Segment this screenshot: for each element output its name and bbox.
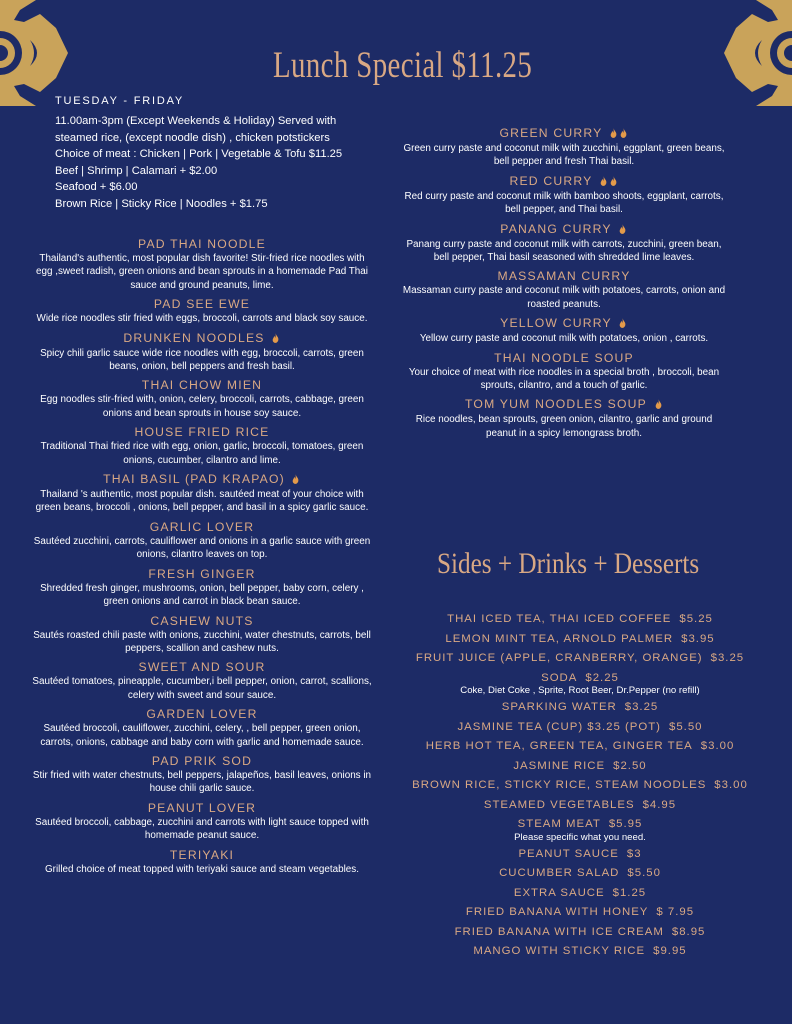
item-name-label: YELLOW CURRY (500, 316, 612, 331)
item-description: Sautéed tomatoes, pineapple, cucumber,i bell pepper, onion, carrot, scallions, celery with sweet and sour sauce. (32, 676, 372, 701)
item-description: Yellow curry paste and coconut milk with potatoes, onion , carrots. (419, 333, 709, 345)
menu-item (397, 221, 731, 265)
menu-item (28, 753, 376, 796)
flame-icon (292, 474, 299, 484)
item-name-label: GARLIC LOVER (149, 519, 255, 534)
side-name-line (400, 886, 760, 902)
item-name-label: PAD THAI NOODLE (138, 237, 266, 251)
side-item (400, 905, 760, 921)
item-name (28, 613, 376, 629)
item-name-label: TERIYAKI (169, 847, 235, 862)
side-price: $5.50 (668, 720, 703, 733)
side-name-line (400, 817, 760, 833)
item-description: Spicy chili garlic sauce wide rice noodles with egg, broccoli, carrots, green beans, onion, bell peppers and fresh basil. (40, 347, 364, 373)
menu-item (28, 330, 376, 374)
item-name-label: GREEN CURRY (499, 126, 603, 140)
side-price: $3.25 (624, 701, 659, 713)
side-item (400, 925, 760, 941)
item-name-label: RED CURRY (509, 173, 593, 188)
side-name: MANGO WITH STICKY RICE (473, 945, 646, 957)
item-description: Thailand 's authentic, most popular dish. sautéed meat of your choice with green beans, broccoli , onions, bell pepper, and basil in a spicy garlic sauce. (35, 489, 369, 514)
item-description: Massaman curry paste and coconut milk with potatoes, carrots, onion and roasted peanuts. (402, 285, 726, 310)
menu-item (397, 350, 731, 393)
item-name-label: CASHEW NUTS (150, 613, 254, 628)
side-name: FRUIT JUICE (APPLE, CRANBERRY, ORANGE) (415, 652, 703, 664)
item-name (28, 659, 376, 675)
side-name: HERB HOT TEA, GREEN TEA, GINGER TEA (425, 740, 693, 752)
item-description: Green curry paste and coconut milk with zucchini, eggplant, green beans, bell pepper and fresh Thai basil. (403, 143, 725, 168)
menu-item (28, 377, 376, 420)
item-name (28, 377, 376, 393)
side-name: STEAM MEAT (517, 818, 601, 830)
flame-icon (600, 176, 607, 186)
item-description: Sautéed broccoli, cauliflower, zucchini, celery, , bell pepper, green onion, carrots, onions, cabbage and baby corn with garlic and homemade sauce. (40, 723, 364, 748)
item-name (28, 519, 376, 535)
item-name (397, 173, 731, 190)
flame-icon (655, 399, 662, 409)
side-name-line (400, 759, 760, 775)
side-name: FRIED BANANA WITH HONEY (465, 906, 649, 918)
side-item (400, 671, 760, 697)
side-price: $2.50 (613, 759, 647, 772)
item-name (28, 800, 376, 816)
item-name (397, 396, 731, 413)
item-name-label: HOUSE FRIED RICE (134, 425, 270, 440)
side-name: STEAMED VEGETABLES (483, 798, 635, 811)
menu-item (397, 396, 731, 440)
item-name-label: PAD PRIK SOD (151, 753, 253, 768)
thai-ornament-icon (0, 0, 70, 106)
item-name-label: TOM YUM NOODLES SOUP (464, 397, 647, 412)
item-name-label: MASSAMAN CURRY (497, 269, 631, 284)
menu-item (28, 519, 376, 562)
item-name (28, 847, 376, 863)
side-name-line (400, 944, 760, 960)
side-item (400, 798, 760, 814)
flame-icon (619, 318, 626, 328)
item-name (28, 330, 376, 347)
side-name-line (400, 700, 760, 716)
item-name (28, 236, 376, 252)
lunch-line: Seafood + $6.00 (55, 181, 138, 194)
menu-item (28, 471, 376, 515)
side-item (400, 700, 760, 716)
side-item (400, 739, 760, 755)
flame-icon (272, 333, 279, 343)
item-description: Sautéed zucchini, carrots, cauliflower and onions in a garlic sauce with green onions, cilantro leaves on top. (33, 535, 371, 561)
spicy-indicator (291, 472, 301, 488)
menu-item (397, 315, 731, 345)
side-name: SPARKING WATER (501, 701, 617, 713)
side-name: EXTRA SAUCE (513, 886, 605, 899)
side-note: Coke, Diet Coke , Sprite, Root Beer, Dr.Pepper (no refill) (460, 685, 700, 696)
menu-item (28, 566, 376, 609)
flame-icon (610, 128, 617, 138)
item-name (397, 315, 731, 332)
side-item (400, 847, 760, 863)
item-name (397, 268, 731, 284)
side-item (400, 817, 760, 843)
side-price: $5.50 (627, 867, 661, 879)
lunch-days: TUESDAY - FRIDAY (55, 95, 185, 107)
menu-item (397, 173, 731, 217)
item-description: Red curry paste and coconut milk with bamboo shoots, eggplant, carrots, bell pepper, and Thai basil. (404, 190, 724, 216)
side-price: $3.00 (700, 740, 735, 752)
side-price: $3.25 (710, 652, 745, 664)
spicy-indicator (618, 316, 628, 332)
item-name (28, 706, 376, 722)
side-item (400, 944, 760, 960)
item-description: Stir fried with water chestnuts, bell peppers, jalapeños, basil leaves, onions in house chili garlic sauce. (32, 769, 372, 795)
side-item (400, 612, 760, 628)
side-name: LEMON MINT TEA, ARNOLD PALMER (445, 632, 674, 645)
sides-list (400, 612, 760, 964)
left-menu-column (28, 236, 376, 880)
item-name-label: PANANG CURRY (500, 221, 612, 236)
side-name: JASMINE TEA (CUP) $3.25 (POT) (457, 720, 661, 733)
side-name-line (400, 798, 760, 814)
item-name (28, 424, 376, 440)
side-name-line (400, 720, 760, 736)
side-price: $8.95 (671, 925, 706, 938)
menu-item (28, 847, 376, 876)
spicy-indicator (618, 222, 628, 238)
side-name-line (400, 651, 760, 667)
side-price: $5.25 (679, 613, 713, 625)
sides-section-title: Sides + Drinks + Desserts (437, 547, 700, 580)
side-name: FRIED BANANA WITH ICE CREAM (454, 925, 664, 938)
side-item (400, 886, 760, 902)
spicy-indicator (599, 174, 619, 190)
side-name-line (400, 847, 760, 863)
side-item (400, 720, 760, 736)
flame-icon (619, 224, 626, 234)
side-name-line (400, 671, 760, 687)
side-price: $9.95 (653, 945, 687, 957)
side-name-line (400, 612, 760, 628)
side-price: $5.95 (608, 818, 643, 830)
item-name-label: SWEET AND SOUR (138, 660, 266, 675)
item-description: Sautéed broccoli, cabbage, zucchini and carrots with light sauce topped with homemade peanut sauce. (35, 816, 369, 842)
item-description: Rice noodles, bean sprouts, green onion, cilantro, garlic and ground peanut in a spicy lemongrass broth. (415, 414, 713, 439)
lunch-line: 11.00am-3pm (Except Weekends & Holiday) Served with (55, 115, 337, 127)
side-note: Please specific what you need. (514, 831, 646, 843)
lunch-line: Beef | Shrimp | Calamari + $2.00 (55, 164, 218, 177)
lunch-details (55, 113, 385, 213)
item-description: Shredded fresh ginger, mushrooms, onion, bell pepper, baby corn, celery , green onions and carrot in black bean sauce. (40, 582, 364, 608)
item-name (28, 753, 376, 769)
side-name-line (400, 925, 760, 941)
lunch-line: Brown Rice | Sticky Rice | Noodles + $1.75 (55, 197, 268, 210)
right-menu-column (397, 125, 731, 444)
side-item (400, 632, 760, 648)
side-name: BROWN RICE, STICKY RICE, STEAM NOODLES (412, 779, 707, 791)
side-name: PEANUT SAUCE (518, 847, 619, 860)
side-name: JASMINE RICE (513, 759, 606, 772)
item-name (28, 566, 376, 582)
side-name: SODA (541, 671, 578, 684)
side-name: THAI ICED TEA, THAI ICED COFFEE (447, 613, 672, 625)
menu-item (28, 296, 376, 325)
menu-item (28, 706, 376, 749)
side-item (400, 651, 760, 667)
menu-item (397, 125, 731, 169)
item-description: Your choice of meat with rice noodles in a special broth , broccoli, bean sprouts, cilantro, and a touch of garlic. (408, 366, 720, 392)
side-name: CUCUMBER SALAD (499, 867, 620, 879)
item-name (397, 221, 731, 238)
item-name (28, 471, 376, 488)
menu-item (28, 613, 376, 656)
menu-item (28, 800, 376, 843)
page-title: Lunch Special $11.25 (273, 45, 533, 86)
item-name-label: DRUNKEN NOODLES (123, 330, 265, 345)
item-name (397, 125, 731, 142)
spicy-indicator (609, 126, 629, 142)
flame-icon (610, 176, 617, 186)
side-item (400, 866, 760, 882)
lunch-line: steamed rice, (except noodle dish) , chicken potstickers (55, 131, 330, 144)
lunch-line: Choice of meat : Chicken | Pork | Vegetable & Tofu $11.25 (55, 148, 343, 161)
thai-ornament-icon (722, 0, 792, 106)
side-name-line (400, 632, 760, 648)
item-description: Thailand's authentic, most popular dish favorite! Stir-fried rice noodles with egg ,sweet radish, green onions and bean sprouts in a homemade Pad Thai sauce and ground peanuts, lime. (36, 253, 368, 291)
item-description: Panang curry paste and coconut milk with carrots, zucchini, green bean, bell pepper, Thai basil seasoned with shredded lime leaves. (406, 238, 722, 264)
item-name-label: THAI CHOW MIEN (141, 378, 263, 393)
menu-item (28, 659, 376, 702)
side-item (400, 759, 760, 775)
item-description: Grilled choice of meat topped with teriyaki sauce and steam vegetables. (45, 863, 359, 875)
menu-item (28, 424, 376, 467)
side-price: $3 (626, 847, 642, 860)
spicy-indicator (271, 331, 281, 347)
menu-item (397, 268, 731, 311)
side-name-line (400, 905, 760, 921)
side-name-line (400, 739, 760, 755)
item-description: Traditional Thai fried rice with egg, onion, garlic, broccoli, tomatoes, green onions, cucumber, cilantro and lime. (40, 441, 364, 466)
item-name-label: GARDEN LOVER (146, 707, 258, 722)
item-description: Wide rice noodles stir fried with eggs, broccoli, carrots and black soy sauce. (36, 313, 368, 325)
spicy-indicator (653, 397, 663, 413)
side-price: $2.25 (585, 671, 619, 684)
side-item (400, 778, 760, 794)
side-name-line (400, 866, 760, 882)
item-description: Egg noodles stir-fried with, onion, celery, broccoli, carrots, cabbage, green onions and bean sprouts in house soy sauce. (40, 394, 364, 419)
item-name-label: THAI BASIL (PAD KRAPAO) (103, 472, 285, 487)
item-name (28, 296, 376, 312)
side-price: $1.25 (612, 886, 647, 899)
item-name (397, 350, 731, 366)
item-name-label: PEANUT LOVER (147, 800, 257, 815)
item-name-label: THAI NOODLE SOUP (494, 350, 634, 365)
lunch-special-info (55, 95, 385, 213)
item-name-label: PAD SEE EWE (153, 297, 251, 312)
side-price: $4.95 (642, 798, 677, 811)
side-price: $3.00 (714, 779, 748, 791)
side-name-line (400, 778, 760, 794)
side-price: $ 7.95 (656, 906, 695, 918)
menu-item (28, 236, 376, 292)
side-price: $3.95 (681, 632, 715, 645)
item-description: Sautés roasted chili paste with onions, zucchini, water chestnuts, carrots, bell peppers, scallion and cashew nuts. (33, 629, 371, 654)
flame-icon (620, 128, 627, 138)
item-name-label: FRESH GINGER (148, 566, 256, 581)
